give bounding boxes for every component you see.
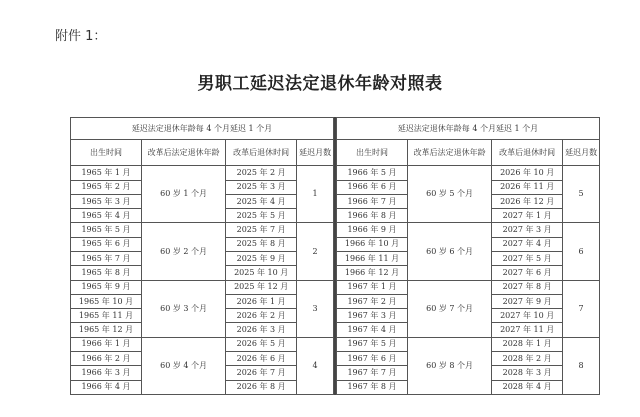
retirement-age-cell: 60 岁 7 个月 [408, 280, 492, 337]
birth-date-cell: 1966 年 2 月 [71, 351, 142, 365]
birth-date-cell: 1965 年 11 月 [71, 309, 142, 323]
column-header: 改革后法定退休年龄 [142, 140, 226, 166]
retirement-age-cell: 60 岁 6 个月 [408, 223, 492, 280]
retirement-date-cell: 2025 年 10 月 [226, 266, 297, 280]
retirement-date-cell: 2027 年 4 月 [492, 237, 563, 251]
birth-date-cell: 1965 年 7 月 [71, 252, 142, 266]
table-row [337, 337, 600, 351]
birth-date-cell: 1966 年 7 月 [337, 194, 408, 208]
table-panel-right [334, 117, 600, 395]
retirement-date-cell: 2026 年 8 月 [226, 380, 297, 394]
birth-date-cell: 1966 年 5 月 [337, 166, 408, 180]
birth-date-cell: 1965 年 12 月 [71, 323, 142, 337]
retirement-date-cell: 2026 年 7 月 [226, 366, 297, 380]
retirement-date-cell: 2027 年 8 月 [492, 280, 563, 294]
birth-date-cell: 1966 年 12 月 [337, 266, 408, 280]
retirement-age-cell: 60 岁 5 个月 [408, 166, 492, 223]
retirement-date-cell: 2027 年 11 月 [492, 323, 563, 337]
delay-months-cell: 8 [563, 337, 600, 394]
column-header: 改革后退休时间 [492, 140, 563, 166]
retirement-tables [70, 117, 600, 395]
table-row [337, 166, 600, 180]
retirement-date-cell: 2028 年 1 月 [492, 337, 563, 351]
table-row [337, 223, 600, 237]
column-header-row [71, 140, 334, 166]
retirement-date-cell: 2026 年 12 月 [492, 194, 563, 208]
retirement-date-cell: 2026 年 10 月 [492, 166, 563, 180]
birth-date-cell: 1966 年 8 月 [337, 209, 408, 223]
delay-months-cell: 4 [297, 337, 334, 394]
retirement-date-cell: 2026 年 3 月 [226, 323, 297, 337]
table-header-row [71, 118, 334, 140]
retirement-table [70, 117, 334, 395]
birth-date-cell: 1967 年 8 月 [337, 380, 408, 394]
birth-date-cell: 1965 年 10 月 [71, 294, 142, 308]
column-header: 延迟月数 [563, 140, 600, 166]
retirement-date-cell: 2025 年 8 月 [226, 237, 297, 251]
birth-date-cell: 1967 年 2 月 [337, 294, 408, 308]
retirement-age-cell: 60 岁 1 个月 [142, 166, 226, 223]
retirement-date-cell: 2025 年 7 月 [226, 223, 297, 237]
birth-date-cell: 1966 年 6 月 [337, 180, 408, 194]
retirement-date-cell: 2025 年 3 月 [226, 180, 297, 194]
delay-months-cell: 1 [297, 166, 334, 223]
delay-months-cell: 3 [297, 280, 334, 337]
birth-date-cell: 1965 年 5 月 [71, 223, 142, 237]
table-header-title: 延迟法定退休年龄每 4 个月延迟 1 个月 [71, 118, 334, 140]
birth-date-cell: 1966 年 1 月 [71, 337, 142, 351]
column-header: 出生时间 [71, 140, 142, 166]
birth-date-cell: 1966 年 11 月 [337, 252, 408, 266]
retirement-date-cell: 2027 年 10 月 [492, 309, 563, 323]
delay-months-cell: 7 [563, 280, 600, 337]
column-header: 出生时间 [337, 140, 408, 166]
retirement-date-cell: 2026 年 11 月 [492, 180, 563, 194]
birth-date-cell: 1967 年 1 月 [337, 280, 408, 294]
column-header: 改革后法定退休年龄 [408, 140, 492, 166]
retirement-date-cell: 2027 年 5 月 [492, 252, 563, 266]
table-row [71, 337, 334, 351]
column-header: 延迟月数 [297, 140, 334, 166]
retirement-date-cell: 2026 年 1 月 [226, 294, 297, 308]
birth-date-cell: 1965 年 3 月 [71, 194, 142, 208]
birth-date-cell: 1966 年 10 月 [337, 237, 408, 251]
birth-date-cell: 1965 年 8 月 [71, 266, 142, 280]
retirement-table [336, 117, 600, 395]
table-row [71, 166, 334, 180]
birth-date-cell: 1965 年 6 月 [71, 237, 142, 251]
retirement-date-cell: 2028 年 3 月 [492, 366, 563, 380]
retirement-date-cell: 2026 年 2 月 [226, 309, 297, 323]
retirement-date-cell: 2026 年 6 月 [226, 351, 297, 365]
birth-date-cell: 1965 年 2 月 [71, 180, 142, 194]
birth-date-cell: 1967 年 4 月 [337, 323, 408, 337]
retirement-age-cell: 60 岁 4 个月 [142, 337, 226, 394]
document-title: 男职工延迟法定退休年龄对照表 [197, 74, 443, 94]
birth-date-cell: 1967 年 7 月 [337, 366, 408, 380]
retirement-date-cell: 2028 年 2 月 [492, 351, 563, 365]
birth-date-cell: 1966 年 3 月 [71, 366, 142, 380]
delay-months-cell: 6 [563, 223, 600, 280]
retirement-date-cell: 2028 年 4 月 [492, 380, 563, 394]
retirement-date-cell: 2025 年 12 月 [226, 280, 297, 294]
table-panel-left [70, 117, 334, 395]
delay-months-cell: 2 [297, 223, 334, 280]
attachment-label: 附件 1： [55, 29, 107, 44]
birth-date-cell: 1965 年 1 月 [71, 166, 142, 180]
retirement-date-cell: 2025 年 4 月 [226, 194, 297, 208]
retirement-date-cell: 2026 年 5 月 [226, 337, 297, 351]
retirement-age-cell: 60 岁 2 个月 [142, 223, 226, 280]
retirement-date-cell: 2027 年 1 月 [492, 209, 563, 223]
retirement-age-cell: 60 岁 3 个月 [142, 280, 226, 337]
birth-date-cell: 1967 年 3 月 [337, 309, 408, 323]
delay-months-cell: 5 [563, 166, 600, 223]
table-row [337, 280, 600, 294]
table-row [71, 280, 334, 294]
table-header-title: 延迟法定退休年龄每 4 个月延迟 1 个月 [337, 118, 600, 140]
retirement-date-cell: 2027 年 9 月 [492, 294, 563, 308]
birth-date-cell: 1967 年 6 月 [337, 351, 408, 365]
birth-date-cell: 1965 年 9 月 [71, 280, 142, 294]
column-header-row [337, 140, 600, 166]
retirement-date-cell: 2025 年 2 月 [226, 166, 297, 180]
birth-date-cell: 1967 年 5 月 [337, 337, 408, 351]
column-header: 改革后退休时间 [226, 140, 297, 166]
birth-date-cell: 1966 年 9 月 [337, 223, 408, 237]
retirement-date-cell: 2027 年 3 月 [492, 223, 563, 237]
birth-date-cell: 1965 年 4 月 [71, 209, 142, 223]
retirement-date-cell: 2025 年 5 月 [226, 209, 297, 223]
retirement-date-cell: 2025 年 9 月 [226, 252, 297, 266]
table-row [71, 223, 334, 237]
table-header-row [337, 118, 600, 140]
retirement-age-cell: 60 岁 8 个月 [408, 337, 492, 394]
birth-date-cell: 1966 年 4 月 [71, 380, 142, 394]
retirement-date-cell: 2027 年 6 月 [492, 266, 563, 280]
